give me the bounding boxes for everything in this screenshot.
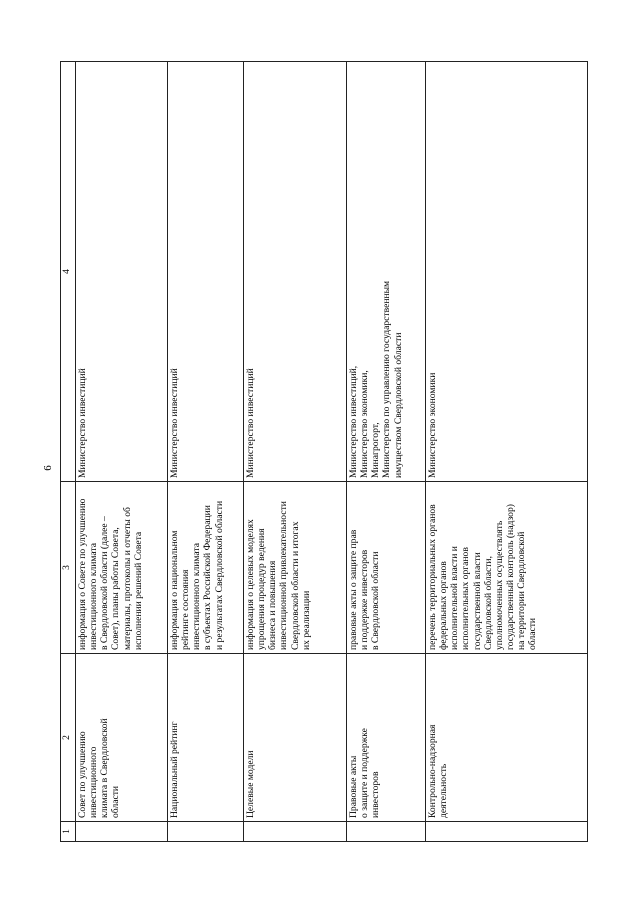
cell-text-line: области bbox=[527, 617, 539, 650]
table-row bbox=[244, 62, 347, 842]
cell-text-line: в Свердловской области bbox=[370, 551, 382, 650]
table-cell-col4 bbox=[347, 62, 426, 482]
table-row bbox=[426, 62, 588, 842]
cell-text-line: и результатах Свердловской области bbox=[213, 500, 225, 650]
column-header: 2 bbox=[61, 654, 76, 822]
table-row bbox=[168, 62, 244, 842]
cell-text-line: информация о Совете по улучшению bbox=[77, 498, 88, 650]
table-row bbox=[347, 62, 426, 842]
table-cell-col4 bbox=[426, 62, 588, 482]
cell-text-line: уполномоченных осуществлять bbox=[493, 520, 505, 650]
cell-text-line: упрощения процедур ведения bbox=[256, 528, 268, 650]
table-cell-col3 bbox=[168, 482, 244, 654]
cell-text-line: на территории Свердловской bbox=[516, 531, 527, 650]
table-cell-col1 bbox=[426, 822, 588, 842]
cell-text-line: Совет), планы работы Совета, bbox=[110, 527, 122, 650]
cell-text-line: инвесторов bbox=[370, 771, 382, 818]
page-number: 6 bbox=[42, 465, 54, 471]
table-cell-col3 bbox=[347, 482, 426, 654]
table-cell-col4 bbox=[244, 62, 347, 482]
cell-text-line: правовые акты о защите прав bbox=[348, 529, 359, 650]
cell-text-line: государственной власти bbox=[471, 552, 483, 650]
table-cell-col4 bbox=[76, 62, 168, 482]
table-cell-col2 bbox=[347, 654, 426, 822]
table-cell-col3 bbox=[426, 482, 588, 654]
cell-text-line: Свердловской области и итогах bbox=[289, 521, 301, 650]
cell-text-line: бизнеса и повышения bbox=[267, 560, 279, 650]
cell-text-line: Министерство инвестиций bbox=[77, 368, 88, 478]
cell-text-line: Целевые модели bbox=[245, 750, 256, 818]
cell-text-line: информация о национальном bbox=[169, 530, 180, 650]
cell-text-line: рейтинге состояния bbox=[180, 569, 192, 650]
cell-text-line: Министерство инвестиций bbox=[245, 368, 256, 478]
table-cell-col2 bbox=[76, 654, 168, 822]
cell-text-line: исполнительной власти и bbox=[449, 546, 461, 650]
cell-text-line: инвестиционной привлекательности bbox=[278, 501, 290, 650]
column-header: 3 bbox=[61, 482, 76, 654]
cell-text-line: информация о целевых моделях bbox=[245, 519, 256, 650]
cell-text-line: климата в Свердловской bbox=[99, 718, 111, 818]
cell-text-line: области bbox=[110, 785, 122, 818]
cell-text-line: государственный контроль (надзор) bbox=[504, 504, 516, 650]
cell-text-line: Министерство инвестиций, bbox=[348, 365, 359, 478]
cell-text-line: Министерство инвестиций bbox=[169, 368, 180, 478]
cell-text-line: Национальный рейтинг bbox=[169, 721, 180, 818]
column-header: 4 bbox=[61, 62, 76, 482]
table-cell-col1 bbox=[347, 822, 426, 842]
cell-text-line: инвестиционного bbox=[88, 746, 100, 818]
cell-text-line: о защите и поддержке bbox=[359, 728, 371, 818]
rotated-table-container bbox=[60, 62, 586, 842]
cell-text-line: инвестиционного климата bbox=[88, 542, 100, 650]
table-cell-col1 bbox=[244, 822, 347, 842]
table-cell-col3 bbox=[244, 482, 347, 654]
table-cell-col2 bbox=[426, 654, 588, 822]
cell-text-line: федеральных органов bbox=[438, 561, 450, 650]
table-cell-col2 bbox=[168, 654, 244, 822]
data-table bbox=[60, 61, 588, 842]
cell-text-line: перечень территориальных органов bbox=[427, 504, 438, 650]
cell-text-line: деятельность bbox=[438, 763, 450, 818]
column-header: 1 bbox=[61, 822, 76, 842]
cell-text-line: и поддержке инвесторов bbox=[359, 549, 371, 650]
cell-text-line: Минагрогорт, bbox=[370, 422, 382, 478]
cell-text-line: исполнении решений Совета bbox=[132, 531, 144, 650]
cell-text-line: в субъектах Российской Федерации bbox=[202, 505, 214, 650]
cell-text-line: Совет по улучшению bbox=[77, 731, 88, 818]
cell-text-line: Министерство экономики bbox=[427, 372, 438, 478]
cell-text-line: материалы, протоколы и отчеты об bbox=[121, 507, 133, 650]
cell-text-line: Министерство экономики, bbox=[359, 370, 371, 478]
cell-text-line: инвестиционного климата bbox=[191, 542, 203, 650]
table-cell-col1 bbox=[76, 822, 168, 842]
table-cell-col3 bbox=[76, 482, 168, 654]
cell-text-line: Контрольно-надзорная bbox=[427, 724, 438, 818]
cell-text-line: Министерство по управлению государственным bbox=[381, 280, 393, 478]
cell-text-line: их реализации bbox=[300, 590, 312, 650]
cell-text-line: Свердловской области, bbox=[482, 556, 494, 650]
cell-text-line: в Свердловской области (далее – bbox=[99, 516, 111, 650]
table-cell-col2 bbox=[244, 654, 347, 822]
table-cell-col1 bbox=[168, 822, 244, 842]
cell-text-line: имуществом Свердловской области bbox=[392, 332, 404, 478]
table-cell-col4 bbox=[168, 62, 244, 482]
table-header-row bbox=[61, 62, 76, 842]
cell-text-line: исполнительных органов bbox=[460, 547, 472, 650]
cell-text-line: Правовые акты bbox=[348, 755, 359, 818]
table-row bbox=[76, 62, 168, 842]
